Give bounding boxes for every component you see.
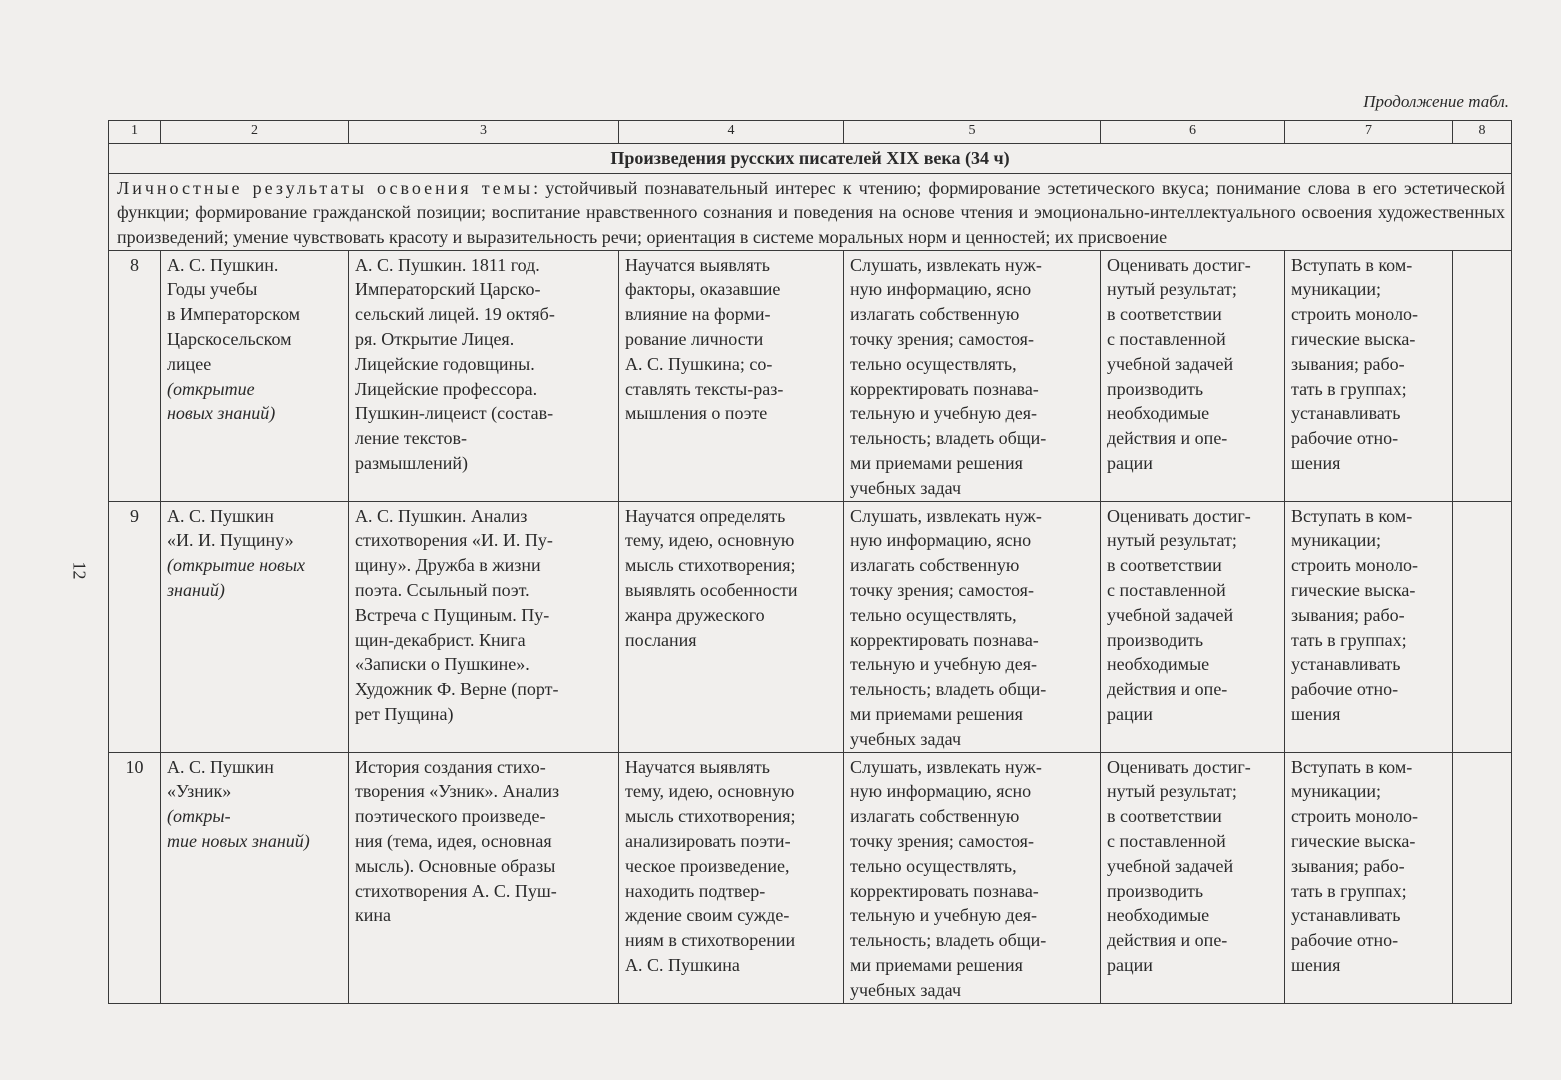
cell-line: действия и опе- (1107, 679, 1228, 700)
cell-line: нутый результат; (1107, 530, 1237, 551)
lesson-topic-cell (161, 752, 349, 1003)
cell-line: действия и опе- (1107, 930, 1228, 951)
cell-line: ждение своим сужде- (625, 905, 790, 926)
cell-line: тать в группах; (1291, 629, 1407, 650)
cell-line: рабочие отно- (1291, 428, 1399, 449)
cell-line: А. С. Пушкина; со- (625, 353, 773, 374)
cell-line: рование личности (625, 328, 764, 349)
notes-cell (1453, 501, 1512, 752)
cell-line: ческое произведение, (625, 855, 790, 876)
cell-line: Научатся определять (625, 505, 786, 526)
cell-line: корректировать познава- (850, 378, 1039, 399)
lesson-content-cell (349, 501, 619, 752)
column-number: 4 (619, 121, 844, 144)
section-title: Произведения русских писателей XIX века (34 ч) (109, 144, 1512, 174)
column-number: 3 (349, 121, 619, 144)
table-row (109, 752, 1512, 1003)
cell-line: стихотворения «И. И. Пу- (355, 530, 553, 551)
lesson-topic-cell (161, 250, 349, 501)
cognitive-results-cell (844, 752, 1101, 1003)
lesson-type-line: (открытие (167, 378, 255, 399)
cell-line: тему, идею, основную (625, 530, 795, 551)
column-number-row (109, 121, 1512, 144)
lesson-type-line: (открытие новых (167, 555, 306, 576)
cell-line: поэтического произведе- (355, 806, 546, 827)
cell-line: строить моноло- (1291, 555, 1419, 576)
lesson-number: 10 (109, 752, 161, 1003)
lesson-type-line: знаний) (167, 579, 225, 600)
lesson-number: 9 (109, 501, 161, 752)
cell-line: сельский лицей. 19 октяб- (355, 304, 555, 325)
cell-line: Вступать в ком- (1291, 505, 1413, 526)
cell-line: муникации; (1291, 530, 1382, 551)
cell-line: ния (тема, идея, основная (355, 830, 552, 851)
cell-line: размышлений) (355, 452, 469, 473)
cell-line: в соответствии (1107, 304, 1222, 325)
cell-line: рабочие отно- (1291, 930, 1399, 951)
cell-line: с поставленной (1107, 579, 1226, 600)
cell-line: мысль стихотворения; (625, 555, 796, 576)
cell-line: устанавливать (1291, 905, 1401, 926)
cell-line: ную информацию, ясно (850, 530, 1032, 551)
cell-line: с поставленной (1107, 328, 1226, 349)
cell-line: учебной задачей (1107, 604, 1234, 625)
cell-line: гические выска- (1291, 830, 1416, 851)
subject-results-cell (619, 501, 844, 752)
cell-line: излагать собственную (850, 555, 1020, 576)
cell-line: точку зрения; самостоя- (850, 579, 1034, 600)
section-title-row (109, 144, 1512, 174)
lesson-topic-line: в Императорском (167, 304, 301, 325)
cell-line: тельно осуществлять, (850, 353, 1017, 374)
cell-line: мышления о поэте (625, 403, 768, 424)
cell-line: рабочие отно- (1291, 679, 1399, 700)
cell-line: творения «Узник». Анализ (355, 781, 560, 802)
cell-line: А. С. Пушкин. 1811 год. (355, 254, 540, 275)
cell-line: учебных задач (850, 979, 962, 1000)
cell-line: учебных задач (850, 477, 962, 498)
cell-line: Слушать, извлекать нуж- (850, 756, 1042, 777)
cell-line: стихотворения А. С. Пуш- (355, 880, 557, 901)
communicative-results-cell (1285, 250, 1453, 501)
cell-line: строить моноло- (1291, 806, 1419, 827)
lesson-type-line: (откры- (167, 806, 231, 827)
cell-line: мысль стихотворения; (625, 806, 796, 827)
cell-line: влияние на форми- (625, 304, 771, 325)
cell-line: ря. Открытие Лицея. (355, 328, 515, 349)
lesson-topic-line: А. С. Пушкин. (167, 254, 279, 275)
cell-line: ставлять тексты-раз- (625, 378, 784, 399)
cell-line: излагать собственную (850, 806, 1020, 827)
cell-line: рации (1107, 703, 1153, 724)
cell-line: тельность; владеть общи- (850, 930, 1047, 951)
cell-line: Лицейские годовщины. (355, 353, 535, 374)
communicative-results-cell (1285, 501, 1453, 752)
page-number: 12 (69, 561, 90, 580)
cell-line: тать в группах; (1291, 378, 1407, 399)
cell-line: Оценивать достиг- (1107, 756, 1251, 777)
column-number: 1 (109, 121, 161, 144)
cell-line: устанавливать (1291, 654, 1401, 675)
column-number: 6 (1101, 121, 1285, 144)
cell-line: тать в группах; (1291, 880, 1407, 901)
regulative-results-cell (1101, 752, 1285, 1003)
cell-line: учебной задачей (1107, 855, 1234, 876)
cell-line: нутый результат; (1107, 781, 1237, 802)
lesson-topic-cell (161, 501, 349, 752)
cell-line: излагать собственную (850, 304, 1020, 325)
cell-line: Слушать, извлекать нуж- (850, 254, 1042, 275)
cell-line: учебной задачей (1107, 353, 1234, 374)
lesson-topic-line: А. С. Пушкин (167, 505, 274, 526)
cell-line: тельную и учебную дея- (850, 403, 1037, 424)
column-number: 7 (1285, 121, 1453, 144)
cell-line: ми приемами решения (850, 452, 1023, 473)
cell-line: мысль). Основные образы (355, 855, 556, 876)
cell-line: корректировать познава- (850, 880, 1039, 901)
cell-line: ление текстов- (355, 428, 467, 449)
column-number: 8 (1453, 121, 1512, 144)
column-number: 5 (844, 121, 1101, 144)
lesson-content-cell (349, 752, 619, 1003)
lesson-plan-table (108, 120, 1512, 1004)
cell-line: факторы, оказавшие (625, 279, 781, 300)
cell-line: производить (1107, 378, 1204, 399)
lesson-topic-line: лицее (167, 353, 212, 374)
cell-line: точку зрения; самостоя- (850, 328, 1034, 349)
cell-line: муникации; (1291, 781, 1382, 802)
subject-results-cell (619, 250, 844, 501)
cell-line: кина (355, 905, 391, 926)
cell-line: шения (1291, 954, 1341, 975)
cell-line: ми приемами решения (850, 703, 1023, 724)
cell-line: ниям в стихотворении (625, 930, 796, 951)
cell-line: щину». Дружба в жизни (355, 555, 541, 576)
cell-line: гические выска- (1291, 579, 1416, 600)
table-row (109, 501, 1512, 752)
cell-line: Вступать в ком- (1291, 254, 1413, 275)
cell-line: Оценивать достиг- (1107, 254, 1251, 275)
cell-line: действия и опе- (1107, 428, 1228, 449)
cell-line: зывания; рабо- (1291, 855, 1405, 876)
communicative-results-cell (1285, 752, 1453, 1003)
cell-line: в соответствии (1107, 555, 1222, 576)
cell-line: с поставленной (1107, 830, 1226, 851)
cell-line: тельно осуществлять, (850, 604, 1017, 625)
cell-line: История создания стихо- (355, 756, 546, 777)
cell-line: зывания; рабо- (1291, 353, 1405, 374)
cell-line: муникации; (1291, 279, 1382, 300)
lesson-topic-line: «И. И. Пущину» (167, 530, 294, 551)
cell-line: тельную и учебную дея- (850, 654, 1037, 675)
cell-line: жанра дружеского (625, 604, 765, 625)
cell-line: точку зрения; самостоя- (850, 830, 1034, 851)
cell-line: анализировать поэти- (625, 830, 791, 851)
cell-line: Слушать, извлекать нуж- (850, 505, 1042, 526)
cell-line: необходимые (1107, 403, 1210, 424)
notes-cell (1453, 752, 1512, 1003)
cell-line: производить (1107, 629, 1204, 650)
cell-line: находить подтвер- (625, 880, 766, 901)
lesson-type-line: новых знаний) (167, 403, 276, 424)
cell-line: Пушкин-лицеист (состав- (355, 403, 554, 424)
cell-line: строить моноло- (1291, 304, 1419, 325)
personal-results (109, 173, 1512, 250)
lesson-topic-line: А. С. Пушкин (167, 756, 274, 777)
cell-line: щин-декабрист. Книга (355, 629, 526, 650)
cell-line: необходимые (1107, 654, 1210, 675)
cell-line: учебных задач (850, 728, 962, 749)
lesson-rows (109, 250, 1512, 1003)
cognitive-results-cell (844, 501, 1101, 752)
cell-line: «Записки о Пушкине». (355, 654, 530, 675)
lesson-content-cell (349, 250, 619, 501)
cell-line: тельную и учебную дея- (850, 905, 1037, 926)
table-row (109, 250, 1512, 501)
cell-line: рет Пущина) (355, 703, 454, 724)
cell-line: Лицейские профессора. (355, 378, 538, 399)
lesson-topic-line: «Узник» (167, 781, 232, 802)
cell-line: Научатся выявлять (625, 254, 770, 275)
cell-line: корректировать познава- (850, 629, 1039, 650)
cell-line: шения (1291, 452, 1341, 473)
lesson-topic-line: Годы учебы (167, 279, 258, 300)
cell-line: Встреча с Пущиным. Пу- (355, 604, 550, 625)
cell-line: поэта. Ссыльный поэт. (355, 579, 530, 600)
cell-line: шения (1291, 703, 1341, 724)
cell-line: тему, идею, основную (625, 781, 795, 802)
lesson-topic-line: Царскосельском (167, 328, 292, 349)
cell-line: устанавливать (1291, 403, 1401, 424)
cell-line: тельно осуществлять, (850, 855, 1017, 876)
cell-line: ную информацию, ясно (850, 279, 1032, 300)
cell-line: тельность; владеть общи- (850, 679, 1047, 700)
regulative-results-cell (1101, 501, 1285, 752)
personal-results-row (109, 173, 1512, 250)
lesson-number: 8 (109, 250, 161, 501)
cell-line: Оценивать достиг- (1107, 505, 1251, 526)
cell-line: рации (1107, 452, 1153, 473)
cell-line: А. С. Пушкина (625, 954, 740, 975)
cell-line: зывания; рабо- (1291, 604, 1405, 625)
cell-line: производить (1107, 880, 1204, 901)
cell-line: ную информацию, ясно (850, 781, 1032, 802)
lesson-type-line: тие новых знаний) (167, 830, 310, 851)
cell-line: гические выска- (1291, 328, 1416, 349)
cell-line: в соответствии (1107, 806, 1222, 827)
notes-cell (1453, 250, 1512, 501)
subject-results-cell (619, 752, 844, 1003)
regulative-results-cell (1101, 250, 1285, 501)
cognitive-results-cell (844, 250, 1101, 501)
cell-line: Художник Ф. Верне (порт- (355, 679, 559, 700)
cell-line: Императорский Царско- (355, 279, 541, 300)
cell-line: Научатся выявлять (625, 756, 770, 777)
personal-results-text: : устойчивый познавательный интерес к чтению; формирование эстетического вкуса; понимание слова в его эстетической функции; формирование гражданской позиции; воспитание нравственного сознания и поведения на основе чтения и эмоционально-интеллектуального освоения художественных произведений; умение чувствовать красоту и выразительность речи; ориентация в системе моральных норм и ценностей; их присвоение (117, 177, 1505, 247)
cell-line: Вступать в ком- (1291, 756, 1413, 777)
column-number: 2 (161, 121, 349, 144)
continuation-label: Продолжение табл. (1363, 92, 1509, 111)
cell-line: рации (1107, 954, 1153, 975)
cell-line: А. С. Пушкин. Анализ (355, 505, 528, 526)
cell-line: тельность; владеть общи- (850, 428, 1047, 449)
cell-line: нутый результат; (1107, 279, 1237, 300)
cell-line: необходимые (1107, 905, 1210, 926)
cell-line: выявлять особенности (625, 579, 798, 600)
cell-line: ми приемами решения (850, 954, 1023, 975)
personal-results-label: Личностные результаты освоения темы (117, 177, 534, 198)
cell-line: послания (625, 629, 697, 650)
